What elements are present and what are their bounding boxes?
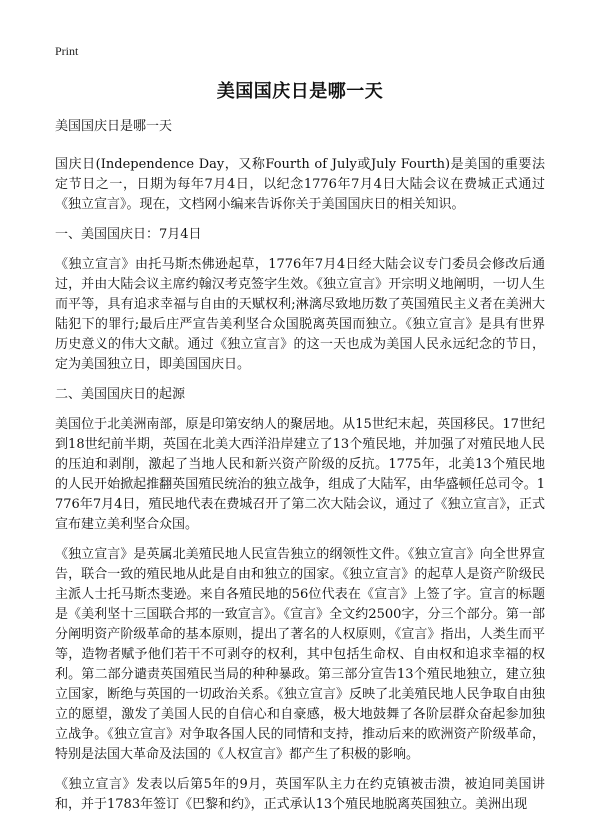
print-label: Print xyxy=(55,44,79,58)
section2-paragraph-1: 美国位于北美洲南部，原是印第安纳人的聚居地。从15世纪末起，英国移民。17世纪到18世纪前半期，英国在北美大西洋沿岸建立了13个殖民地，并加强了对殖民地人民的压迫和剥削，激起了当地人民和新兴资产阶级的反抗。1775年，北美13个殖民地的人民开始掀起推翻英国殖民统治的独立战争，组成了大陆军，由华盛顿任总司令。1776年7月4日，殖民地代表在费城召开了第二次大陆会议，通过了《独立宣言》，正式宣布建立美利坚合众国。 xyxy=(55,417,545,532)
document-subtitle: 美国国庆日是哪一天 xyxy=(55,119,173,134)
section2-paragraph-3: 《独立宣言》发表以后第5年的9月，英国军队主力在约克镇被击溃，被迫同美国讲和，并于1783年签订《巴黎和约》，正式承认13个殖民地脱离英国独立。美洲出现 xyxy=(55,777,545,812)
document-content xyxy=(55,117,545,825)
section1-paragraph: 《独立宣言》由托马斯杰佛逊起草，1776年7月4日经大陆会议专门委员会修改后通过，并由大陆会议主席约翰汉考克签字生效。《独立宣言》开宗明义地阐明，一切人生而平等，具有追求幸福与自由的天赋权利;淋漓尽致地历数了英国殖民主义者在美洲大陆犯下的罪行;最后庄严宣告美利坚合众国脱离英国而独立。《独立宣言》是具有世界历史意义的伟大文献。通过《独立宣言》的这一天也成为美国人民永远纪念的节日，定为美国独立日，即美国国庆日。 xyxy=(55,257,545,372)
intro-paragraph: 国庆日(Independence Day，又称Fourth of July或July Fourth)是美国的重要法定节日之一，日期为每年7月4日，以纪念1776年7月4日大陆会议在费城正式通过《独立宣言》。现在，文档网小编来告诉你关于美国国庆日的相关知识。 xyxy=(55,157,545,212)
section1-heading: 一、美国国庆日：7月4日 xyxy=(55,227,202,242)
section2-paragraph-2: 《独立宣言》是英属北美殖民地人民宣告独立的纲领性文件。《独立宣言》向全世界宣告，联合一致的殖民地从此是自由和独立的国家。《独立宣言》的起草人是资产阶级民主派人士托马斯杰斐逊。来自各殖民地的56位代表在《宣言》上签了字。宣言的标题是《美利坚十三国联合邦的一致宣言》。《宣言》全文约2500字，分三个部分。第一部分阐明资产阶级革命的基本原则，提出了著名的人权原则，《宣言》指出，人类生而平等，造物者赋予他们若干不可剥夺的权利，其中包括生命权、自由权和追求幸福的权利。第二部分谴责英国殖民当局的种种暴政。第三部分宣告13个殖民地独立，建立独立国家，断绝与英国的一切政治关系。《独立宣言》反映了北美殖民地人民争取自由独立的愿望，激发了美国人民的自信心和自豪感，极大地鼓舞了各阶层群众奋起参加独立战争。《独立宣言》对争取各国人民的同情和支持，推动后来的欧洲资产阶级革命，特别是法国大革命及法国的《人权宣言》都产生了积极的影响。 xyxy=(55,547,545,762)
document-title: 美国国庆日是哪一天 xyxy=(216,81,384,102)
section2-heading: 二、美国国庆日的起源 xyxy=(55,387,186,402)
